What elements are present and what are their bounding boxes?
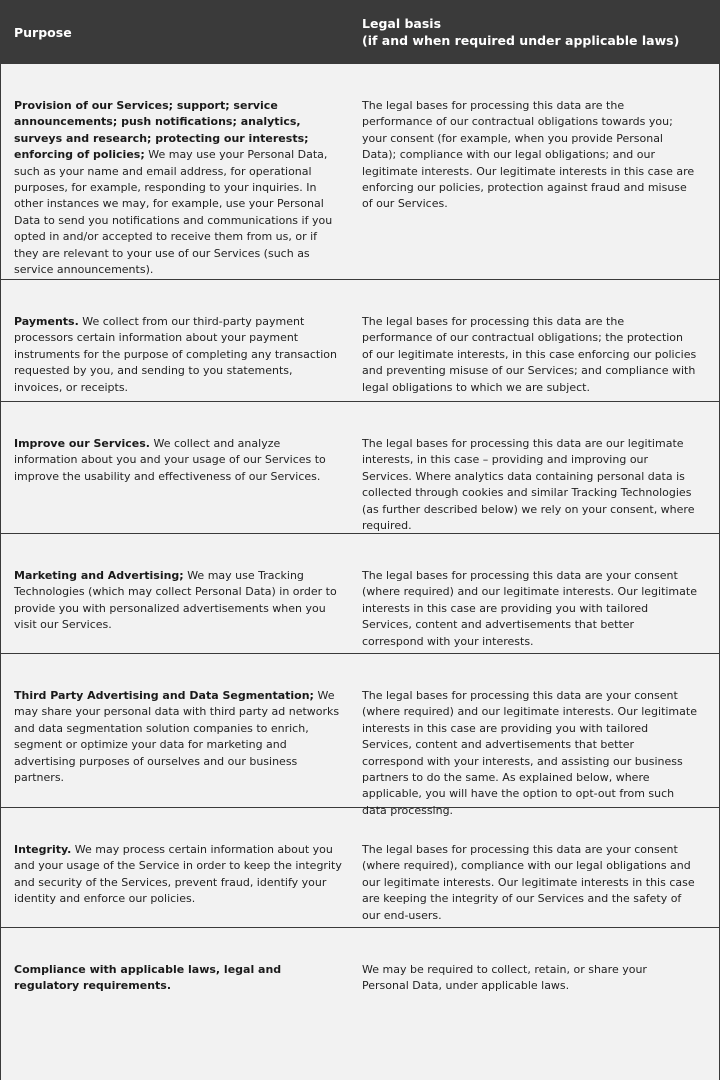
table-row <box>1 64 719 280</box>
table-row <box>1 402 719 534</box>
legal-basis-cell: The legal bases for processing this data are our legitimate interests, in this case – providing and improving our Services. Where analytics data containing personal data is collected through cookies and similar Tracking Technologies (as further described below) we rely on your consent, where required. <box>362 437 695 533</box>
purpose-text: We collect from our third-party payment processors certain information about your payment instruments for the purpose of completing any transaction requested by you, and sending to you statements, invoices, or receipts. <box>14 315 337 394</box>
table-row <box>1 928 719 1080</box>
legal-basis-cell: The legal bases for processing this data are your consent (where required) and our legitimate interests. Our legitimate interests in this case are providing you with tailored Services, content and advertisements that better correspond with your interests. <box>362 569 697 648</box>
purpose-cell <box>1 962 362 1080</box>
purpose-title: Payments. <box>14 315 79 328</box>
purpose-cell <box>1 688 362 807</box>
header-legal-basis: Legal basis (if and when required under applicable laws) <box>362 16 680 48</box>
table-header <box>1 0 719 64</box>
purpose-title: Third Party Advertising and Data Segmentation; <box>14 689 314 702</box>
purpose-text: We may use Tracking Technologies (which may collect Personal Data) in order to provide you with personalized advertisements when you visit our Services. <box>14 569 337 632</box>
legal-basis-cell: The legal bases for processing this data are the performance of our contractual obligations; the protection of our legitimate interests, in this case enforcing our policies and preventing misuse of our Services; and compliance with legal obligations to which we are subject. <box>362 315 697 394</box>
purpose-cell <box>1 436 362 533</box>
purpose-cell <box>1 842 362 927</box>
purpose-text: We may use your Personal Data, such as your name and email address, for operational purposes, for example, responding to your inquiries. In other instances we may, for example, use your Personal Data to send you notifications and communications if you opted in and/or accepted to receive them from us, or if they are relevant to your use of our Services (such as service announcements). <box>14 148 333 277</box>
table-row <box>1 534 719 654</box>
purpose-text: We may share your personal data with third party ad networks and data segmentation solution companies to enrich, segment or optimize your data for marketing and advertising purposes of ourselves and our business partners. <box>14 689 340 785</box>
header-purpose: Purpose <box>14 24 72 40</box>
legal-basis-cell: The legal bases for processing this data are your consent (where required) and our legitimate interests. Our legitimate interests in this case are providing you with tailored Services, content and advertisements that better correspond with your interests, and assisting our business partners to do the same. As explained below, where applicable, you will have the option to opt-out from such data processing. <box>362 689 697 817</box>
legal-basis-cell: The legal bases for processing this data are the performance of our contractual obligations towards you; your consent (for example, when you provide Personal Data); compliance with our legal obligations; and our legitimate interests. Our legitimate interests in this case are enforcing our policies, protection against fraud and misuse of our Services. <box>362 99 695 211</box>
purpose-title: Provision of our Services; support; service announcements; push notifications; analytics, surveys and research; protecting our interests; enforcing of policies; <box>14 99 309 162</box>
table-row <box>1 280 719 402</box>
purpose-title: Improve our Services. <box>14 437 150 450</box>
purpose-title: Compliance with applicable laws, legal and regulatory requirements. <box>14 963 282 993</box>
legal-basis-cell: The legal bases for processing this data are your consent (where required), compliance with our legal obligations and our legitimate interests. Our legitimate interests in this case are keeping the integrity of our Services and the safety of our end-users. <box>362 843 695 922</box>
purpose-cell <box>1 98 362 279</box>
table-row <box>1 654 719 817</box>
table-row <box>1 808 719 928</box>
purpose-text: We collect and analyze information about you and your usage of our Services to improve the usability and effectiveness of our Services. <box>14 437 326 483</box>
purpose-title: Marketing and Advertising; <box>14 569 184 582</box>
purpose-text: We may process certain information about you and your usage of the Service in order to keep the integrity and security of the Services, prevent fraud, identify your identity and enforce our policies. <box>14 843 342 906</box>
purpose-cell <box>1 568 362 653</box>
purpose-cell <box>1 314 362 401</box>
legal-basis-cell: We may be required to collect, retain, or share your Personal Data, under applicable laws. <box>362 963 647 993</box>
purpose-title: Integrity. <box>14 843 72 856</box>
